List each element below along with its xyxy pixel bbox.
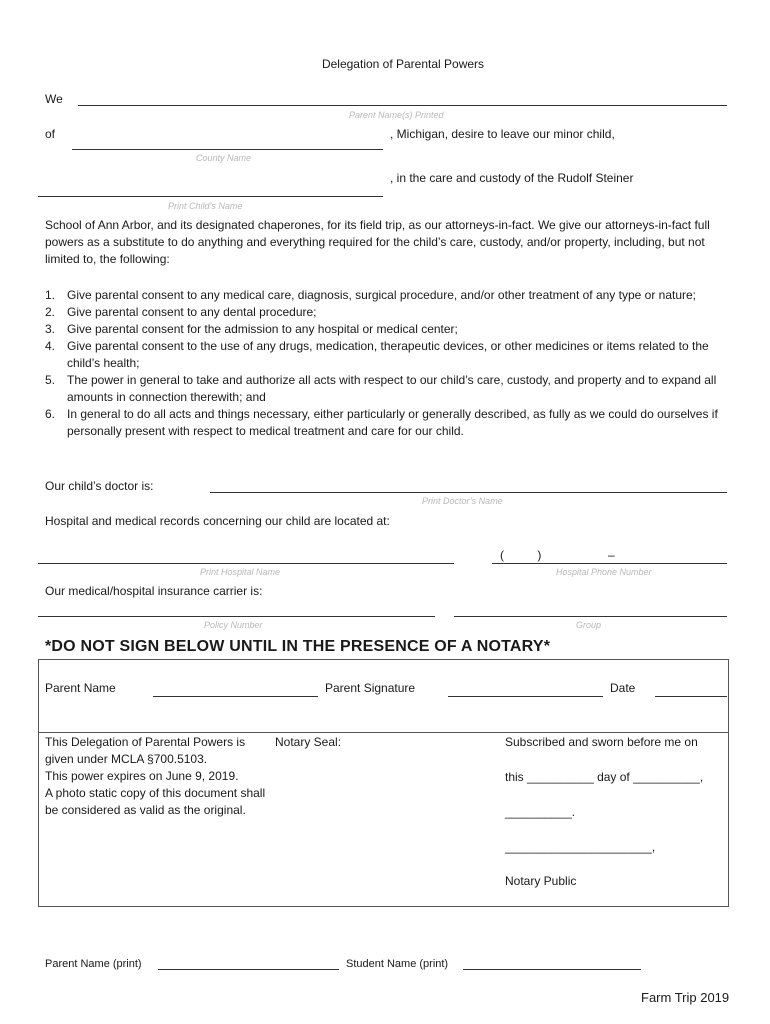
expiry-note: This power expires on June 9, 2019. (45, 769, 239, 783)
notary-public-label: Notary Public (505, 874, 577, 888)
powers-list (45, 287, 721, 440)
county-field[interactable] (72, 149, 383, 150)
policy-number-caption: Policy Number (204, 620, 263, 630)
hospital-name-field[interactable] (38, 563, 454, 564)
date-line[interactable] (655, 696, 727, 697)
notary-seal-label: Notary Seal: (275, 735, 342, 749)
parent-names-caption: Parent Name(s) Printed (349, 110, 444, 120)
list-item: 6. In general to do all acts and things necessary, either particularly or generally described, as fully as we could do ourselves if personally present with respect to medical treatment and care for our child. (45, 407, 718, 438)
copy-note: A photo static copy of this document shall be considered as valid as the original. (45, 786, 266, 817)
insurance-label: Our medical/hospital insurance carrier is: (45, 584, 263, 598)
doctor-label: Our child’s doctor is: (45, 479, 154, 493)
doctor-name-field[interactable] (210, 492, 727, 493)
parent-signature-label: Parent Signature (325, 681, 416, 695)
list-item: 3. Give parental consent for the admission to any hospital or medical center; (45, 322, 458, 336)
county-caption: County Name (196, 153, 252, 163)
intro-paragraph: School of Ann Arbor, and its designated chaperones, for its field trip, as our attorneys-in-fact. We give our attorneys-in-fact full powers as a substitute to do anything and everything required for the child’s care, custody, and/or property, including, but not limited to, the following: (45, 218, 710, 266)
list-item: 1. Give parental consent to any medical care, diagnosis, surgical procedure, and/or other treatment of any type or nature; (45, 288, 697, 302)
policy-number-field[interactable] (38, 616, 435, 617)
delegation-note: This Delegation of Parental Powers is given under MCLA §700.5103. (45, 735, 246, 766)
of-label: of (45, 127, 56, 141)
list-item: 2. Give parental consent to any dental procedure; (45, 305, 317, 319)
parent-signature-line[interactable] (448, 696, 603, 697)
notary-warning: *DO NOT SIGN BELOW UNTIL IN THE PRESENCE OF A NOTARY* (45, 638, 551, 655)
hospital-name-caption: Print Hospital Name (200, 567, 281, 577)
group-caption: Group (576, 620, 602, 630)
date-label: Date (610, 681, 636, 695)
child-name-caption: Print Child’s Name (168, 201, 243, 211)
document-title: Delegation of Parental Powers (321, 57, 485, 71)
list-item: 5. The power in general to take and authorize all acts with respect to our child’s care, custody, and property and to expand all amounts in connection therewith; and (45, 373, 717, 404)
parent-print-line[interactable] (158, 969, 339, 970)
parent-name-line[interactable] (153, 696, 318, 697)
box-divider (38, 732, 728, 733)
hospital-phone-field[interactable] (492, 563, 727, 564)
we-label: We (45, 92, 63, 106)
group-field[interactable] (454, 616, 727, 617)
day-of-text[interactable]: this __________ day of __________, (505, 770, 704, 784)
student-print-label: Student Name (print) (346, 958, 449, 970)
sworn-text: Subscribed and sworn before me on (505, 735, 698, 749)
student-print-line[interactable] (463, 969, 641, 970)
records-label: Hospital and medical records concerning our child are located at: (45, 514, 390, 528)
list-item: 4. Give parental consent to the use of any drugs, medication, therapeutic devices, or other medicines or items related to the child’s health; (45, 339, 709, 370)
hospital-phone-caption: Hospital Phone Number (556, 567, 652, 577)
footer-label: Farm Trip 2019 (641, 990, 730, 1005)
parent-print-label: Parent Name (print) (45, 958, 142, 970)
doctor-name-caption: Print Doctor’s Name (422, 496, 503, 506)
phone-template: ( ) – (500, 548, 615, 562)
child-name-field[interactable] (38, 196, 383, 197)
year-text[interactable]: __________. (505, 805, 576, 819)
notary-signature-line[interactable]: ______________________, (505, 840, 656, 854)
care-text: , in the care and custody of the Rudolf Steiner (390, 171, 634, 185)
delegation-notes (45, 734, 267, 819)
parent-names-field[interactable] (78, 105, 727, 106)
michigan-text: , Michigan, desire to leave our minor child, (390, 127, 615, 141)
parent-name-label: Parent Name (45, 681, 116, 695)
